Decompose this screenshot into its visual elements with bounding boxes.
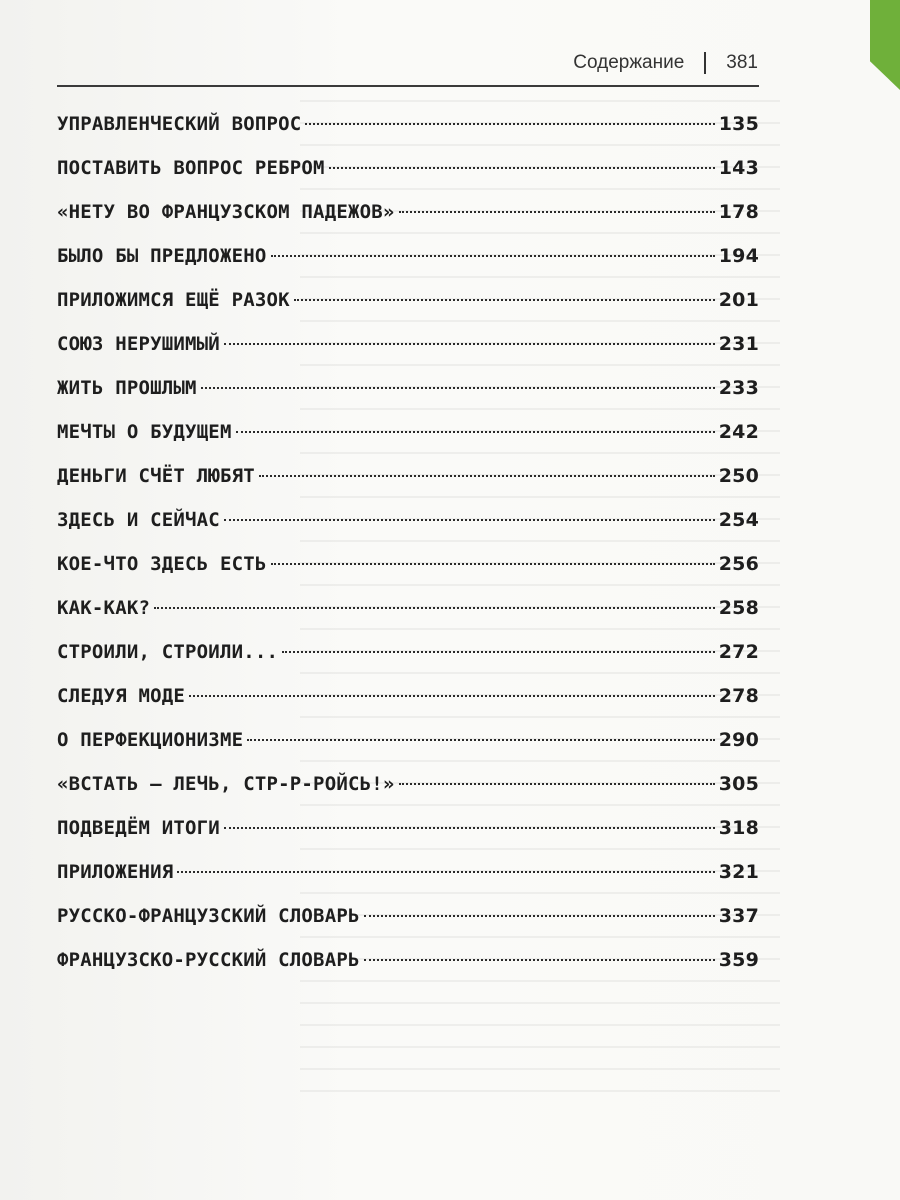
toc-entry-title: КАК-КАК? <box>57 597 151 619</box>
toc-entry-page: 359 <box>718 949 759 971</box>
dot-leader <box>236 431 715 433</box>
dot-leader <box>294 299 715 301</box>
toc-entry[interactable] <box>57 377 759 421</box>
dot-leader <box>399 783 715 785</box>
toc-entry-page: 201 <box>718 289 759 311</box>
toc-entry-title: ФРАНЦУЗСКО-РУССКИЙ СЛОВАРЬ <box>57 949 360 971</box>
toc-entry-title: КОЕ-ЧТО ЗДЕСЬ ЕСТЬ <box>57 553 267 575</box>
toc-entry-title: ПОДВЕДЁМ ИТОГИ <box>57 817 220 839</box>
dot-leader <box>329 167 715 169</box>
dot-leader <box>201 387 715 389</box>
header-page-number: 381 <box>726 52 758 73</box>
toc-entry-title: ПРИЛОЖИМСЯ ЕЩЁ РАЗОК <box>57 289 290 311</box>
toc-entry[interactable] <box>57 157 759 201</box>
toc-entry[interactable] <box>57 641 759 685</box>
toc-entry-title: СЛЕДУЯ МОДЕ <box>57 685 186 707</box>
toc-entry[interactable] <box>57 949 759 993</box>
toc-entry-title: «ВСТАТЬ — ЛЕЧЬ, СТР-Р-РОЙСЬ!» <box>57 773 395 795</box>
toc-entry[interactable] <box>57 817 759 861</box>
toc-entry[interactable] <box>57 861 759 905</box>
toc-entry-page: 337 <box>718 905 759 927</box>
header-rule <box>57 85 759 87</box>
toc-entry[interactable] <box>57 729 759 773</box>
toc-entry-title: ПРИЛОЖЕНИЯ <box>57 861 174 883</box>
dot-leader <box>364 959 715 961</box>
toc-entry-page: 135 <box>718 113 759 135</box>
toc-entry[interactable] <box>57 509 759 553</box>
toc-entry[interactable] <box>57 465 759 509</box>
toc-entry-page: 278 <box>718 685 759 707</box>
dot-leader <box>271 563 715 565</box>
header-title: Содержание <box>573 52 685 73</box>
dot-leader <box>271 255 715 257</box>
toc-entry[interactable] <box>57 333 759 377</box>
toc-entry-title: МЕЧТЫ О БУДУЩЕМ <box>57 421 232 443</box>
toc-entry-page: 143 <box>718 157 759 179</box>
toc-entry-page: 242 <box>718 421 759 443</box>
toc-entry-page: 231 <box>718 333 759 355</box>
toc-entry-title: СОЮЗ НЕРУШИМЫЙ <box>57 333 220 355</box>
toc-entry-page: 254 <box>718 509 759 531</box>
dot-leader <box>224 343 715 345</box>
toc-entry-title: БЫЛО БЫ ПРЕДЛОЖЕНО <box>57 245 267 267</box>
header-separator <box>704 52 706 74</box>
toc-entry-page: 305 <box>718 773 759 795</box>
dot-leader <box>177 871 714 873</box>
toc-entry-page: 272 <box>718 641 759 663</box>
dot-leader <box>364 915 715 917</box>
toc-entry-page: 256 <box>718 553 759 575</box>
dot-leader <box>247 739 715 741</box>
running-header <box>573 52 758 74</box>
toc-entry[interactable] <box>57 597 759 641</box>
dot-leader <box>282 651 715 653</box>
toc-entry-title: ПОСТАВИТЬ ВОПРОС РЕБРОМ <box>57 157 325 179</box>
toc-entry-title: СТРОИЛИ, СТРОИЛИ... <box>57 641 279 663</box>
toc-entry[interactable] <box>57 245 759 289</box>
toc-entry[interactable] <box>57 201 759 245</box>
toc-entry[interactable] <box>57 421 759 465</box>
toc-entry-page: 194 <box>718 245 759 267</box>
toc-entry-page: 258 <box>718 597 759 619</box>
toc-entry-page: 318 <box>718 817 759 839</box>
toc-entry-page: 290 <box>718 729 759 751</box>
toc-entry[interactable] <box>57 905 759 949</box>
toc-entry-title: ДЕНЬГИ СЧЁТ ЛЮБЯТ <box>57 465 255 487</box>
toc-entry[interactable] <box>57 113 759 157</box>
dot-leader <box>259 475 715 477</box>
dot-leader <box>224 519 715 521</box>
toc-entry-page: 250 <box>718 465 759 487</box>
green-corner-tab <box>870 0 900 90</box>
toc-entry-title: ЖИТЬ ПРОШЛЫМ <box>57 377 197 399</box>
dot-leader <box>224 827 715 829</box>
toc-entry-title: «НЕТУ ВО ФРАНЦУЗСКОМ ПАДЕЖОВ» <box>57 201 395 223</box>
toc-entry-page: 178 <box>718 201 759 223</box>
toc-entry[interactable] <box>57 289 759 333</box>
dot-leader <box>399 211 715 213</box>
toc-entry[interactable] <box>57 773 759 817</box>
toc-entry-title: ЗДЕСЬ И СЕЙЧАС <box>57 509 220 531</box>
toc-entry-title: УПРАВЛЕНЧЕСКИЙ ВОПРОС <box>57 113 302 135</box>
table-of-contents <box>57 113 759 993</box>
toc-entry-title: О ПЕРФЕКЦИОНИЗМЕ <box>57 729 244 751</box>
dot-leader <box>305 123 714 125</box>
toc-entry[interactable] <box>57 553 759 597</box>
dot-leader <box>154 607 715 609</box>
toc-entry-page: 233 <box>718 377 759 399</box>
dot-leader <box>189 695 715 697</box>
toc-entry[interactable] <box>57 685 759 729</box>
toc-entry-title: РУССКО-ФРАНЦУЗСКИЙ СЛОВАРЬ <box>57 905 360 927</box>
toc-entry-page: 321 <box>718 861 759 883</box>
